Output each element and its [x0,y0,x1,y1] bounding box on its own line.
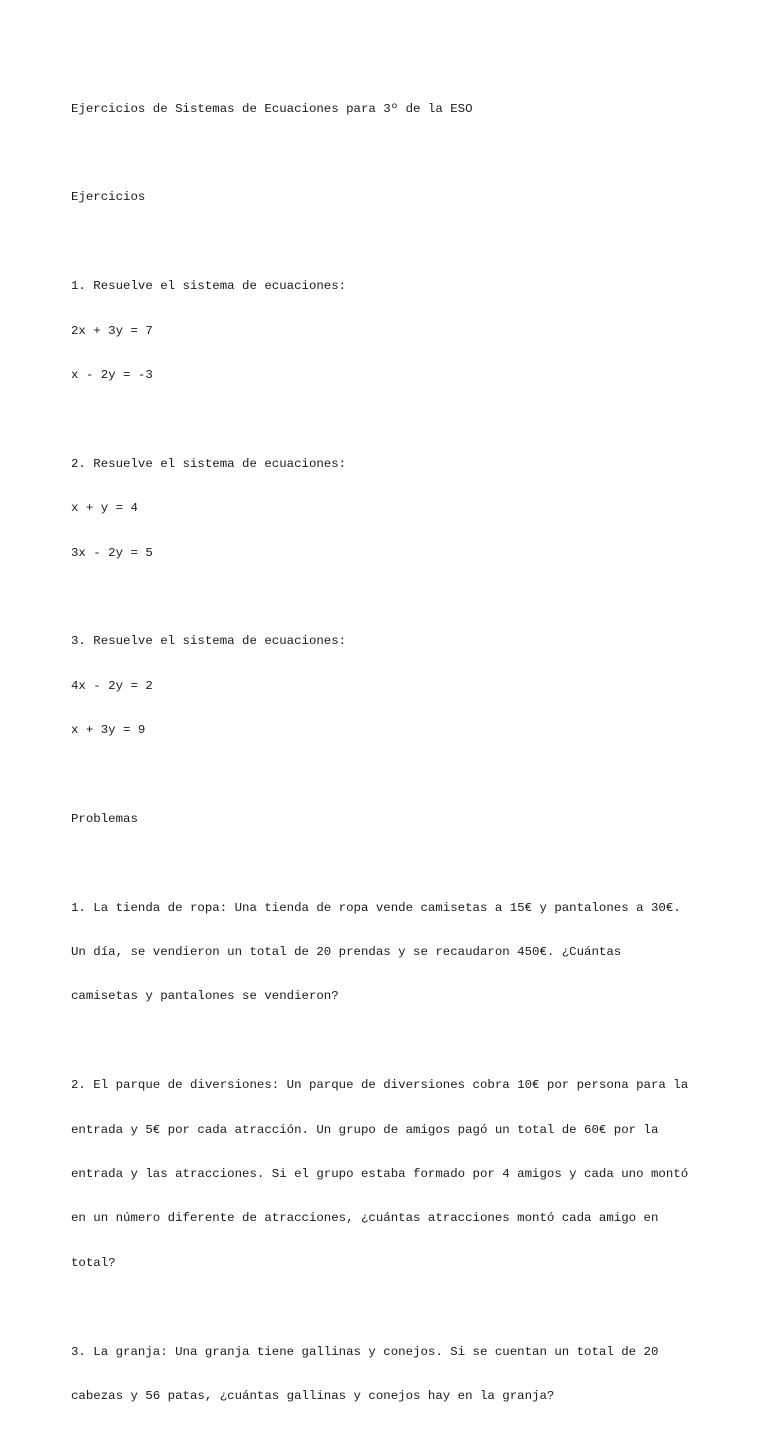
exercise-2 [71,427,708,590]
title-text: Ejercicios de Sistemas de Ecuaciones para 3º de la ESO [71,101,473,116]
exercise-3 [71,605,708,768]
document-title [71,72,708,146]
problem-line: camisetas y pantalones se vendieron? [71,989,339,1004]
problem-3 [71,1315,708,1433]
problem-line: entrada y 5€ por cada atracción. Un grupo de amigos pagó un total de 60€ por la [71,1122,659,1137]
problem-line: 1. La tienda de ropa: Una tienda de ropa vende camisetas a 15€ y pantalones a 30€. [71,900,681,915]
problem-line: entrada y las atracciones. Si el grupo estaba formado por 4 amigos y cada uno montó [71,1166,689,1181]
exercises-heading [71,161,708,235]
equation: x + 3y = 9 [71,723,146,738]
problems-heading [71,782,708,856]
exercises-heading-text: Ejercicios [71,190,146,205]
exercise-statement: 2. Resuelve el sistema de ecuaciones: [71,456,347,471]
problem-1 [71,871,708,1034]
problem-line: 2. El parque de diversiones: Un parque de diversiones cobra 10€ por persona para la [71,1078,689,1093]
problems-heading-text: Problemas [71,811,138,826]
problem-line: total? [71,1255,116,1270]
problem-2 [71,1049,708,1301]
exercise-statement: 3. Resuelve el sistema de ecuaciones: [71,634,347,649]
equation: 3x - 2y = 5 [71,545,153,560]
equation: 2x + 3y = 7 [71,323,153,338]
problem-line: en un número diferente de atracciones, ¿cuántas atracciones montó cada amigo en [71,1211,659,1226]
problem-line: Un día, se vendieron un total de 20 prendas y se recaudaron 450€. ¿Cuántas [71,945,622,960]
problem-line: 3. La granja: Una granja tiene gallinas y conejos. Si se cuentan un total de 20 [71,1344,659,1359]
equation: 4x - 2y = 2 [71,678,153,693]
equation: x + y = 4 [71,501,138,516]
problem-line: cabezas y 56 patas, ¿cuántas gallinas y conejos hay en la granja? [71,1388,555,1403]
equation: x - 2y = -3 [71,367,153,382]
exercise-1 [71,250,708,413]
exercise-statement: 1. Resuelve el sistema de ecuaciones: [71,279,347,294]
